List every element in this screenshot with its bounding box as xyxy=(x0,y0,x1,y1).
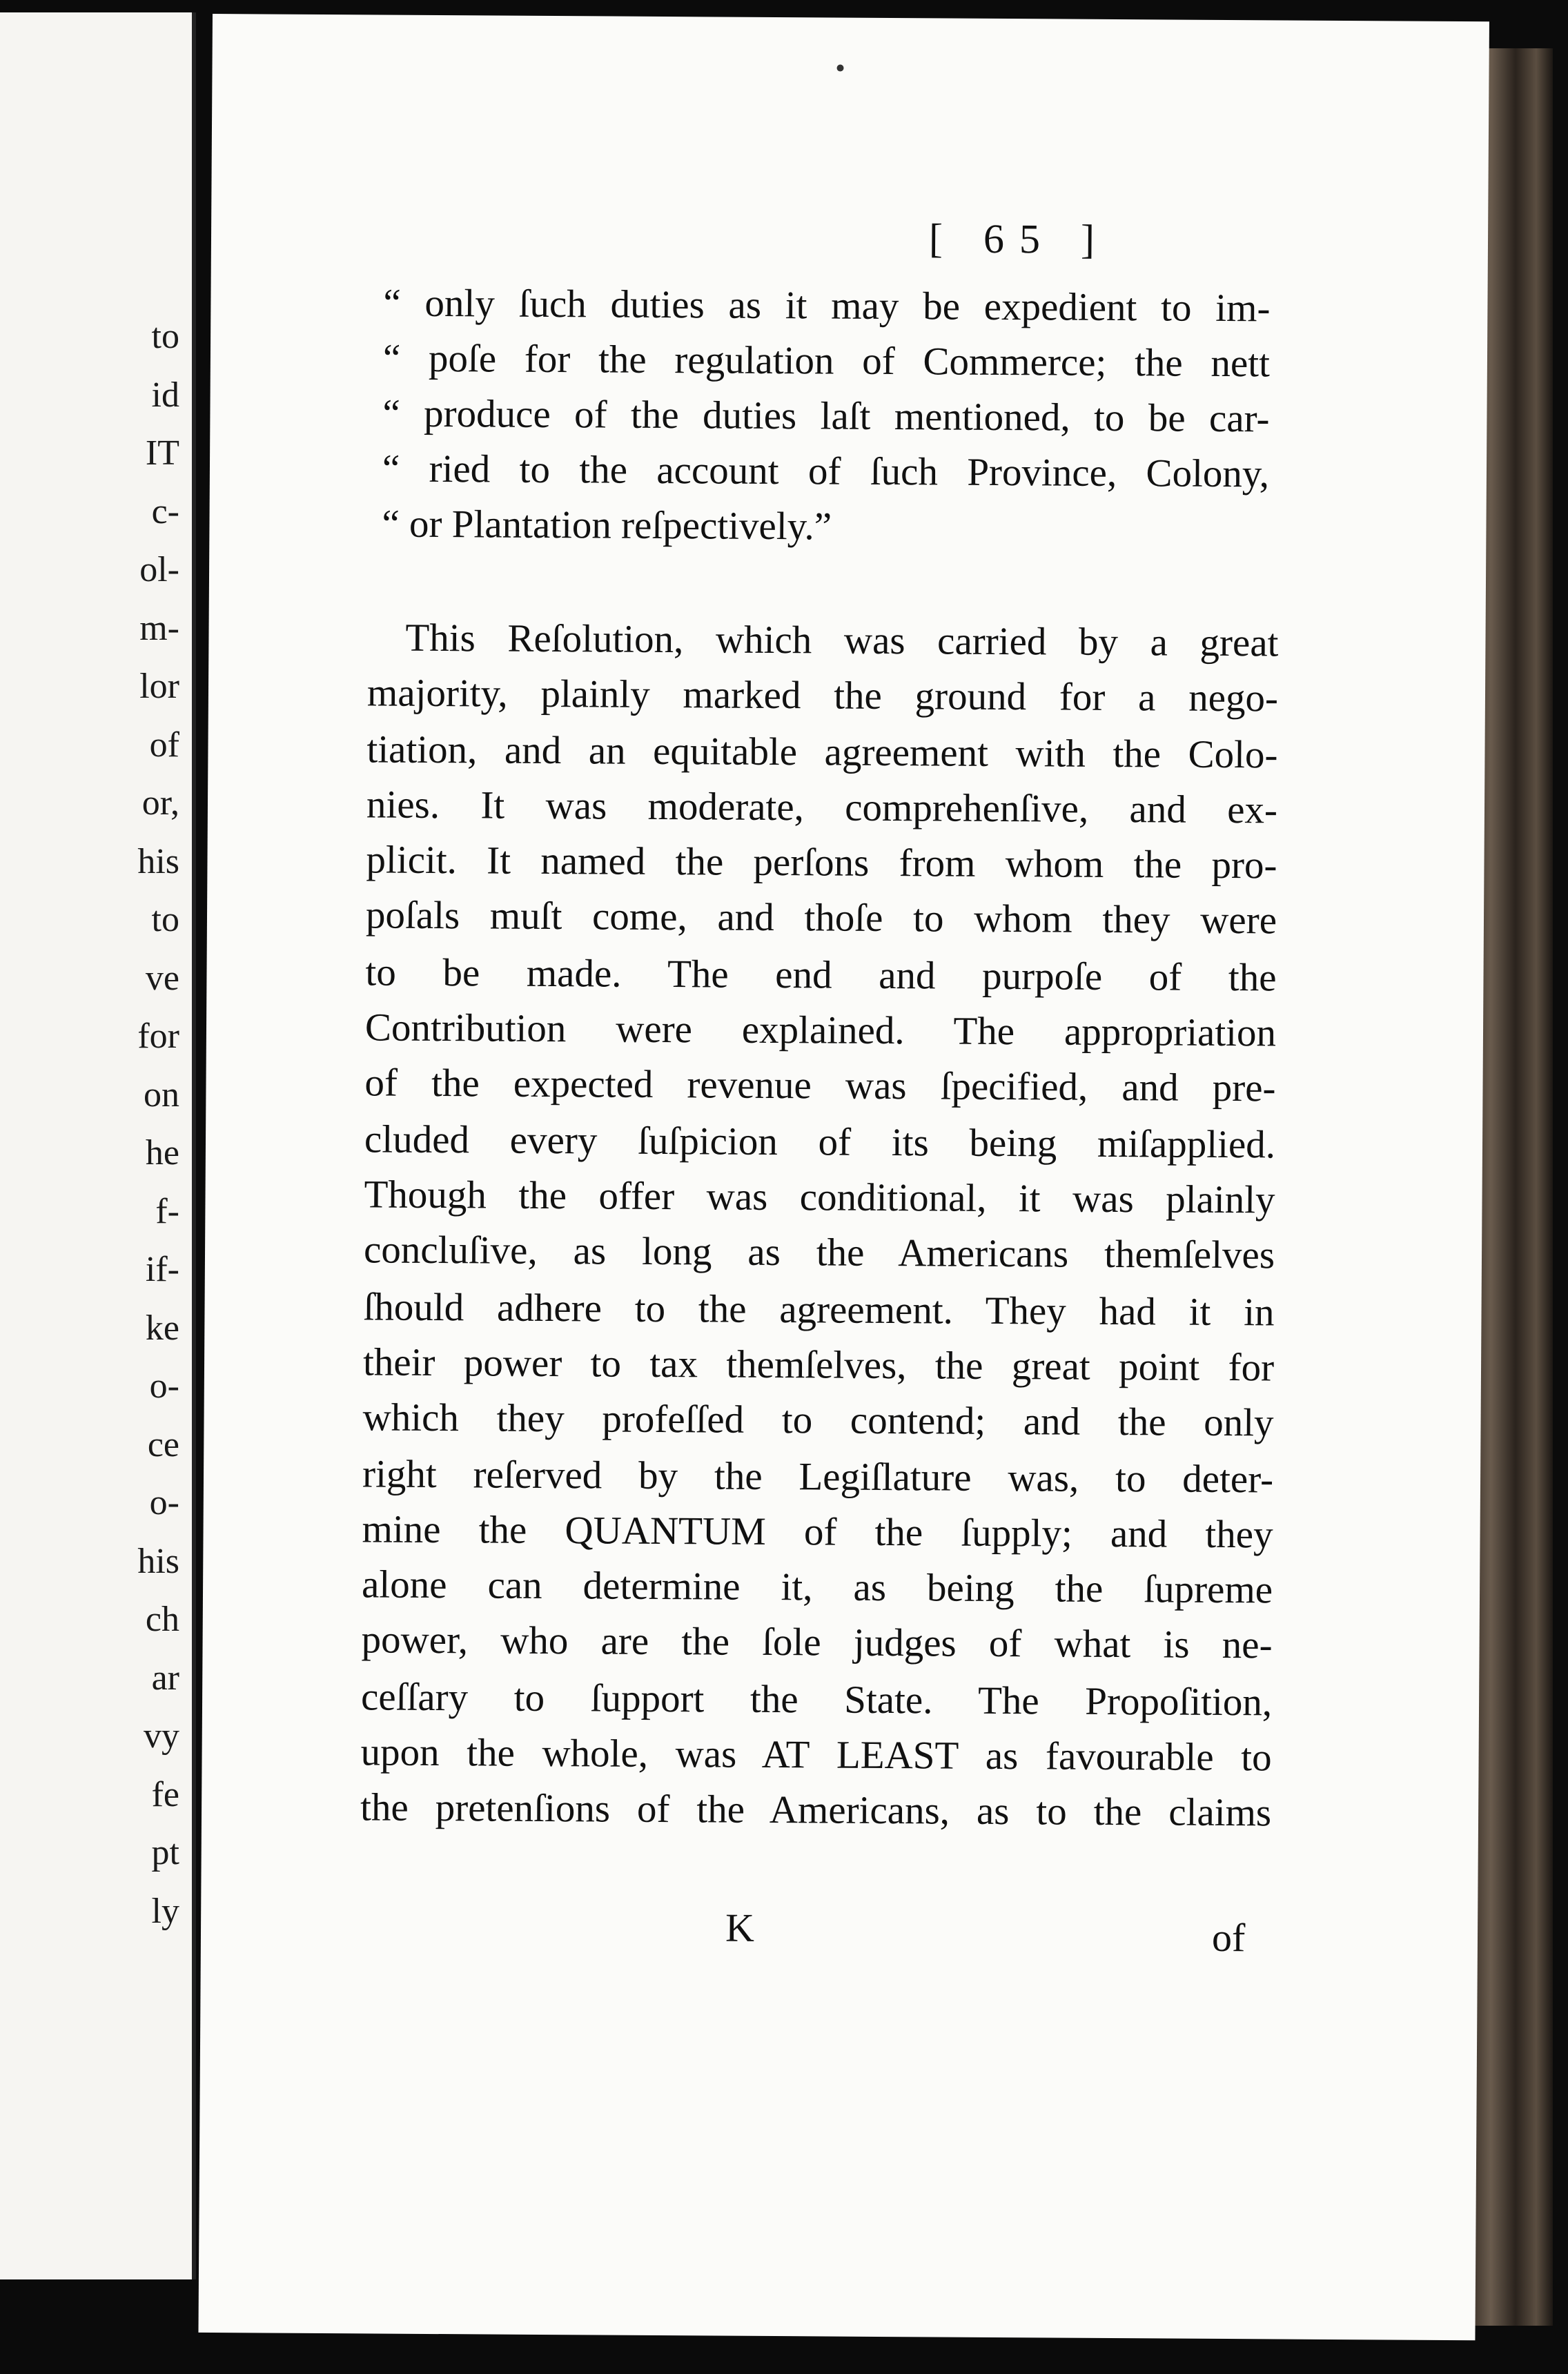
text-line: ceſſary to ſupport the State. The Propoſition, xyxy=(360,1675,1273,1725)
text-line: mine the QUANTUM of the ſupply; and they xyxy=(362,1507,1273,1557)
text-line: nies. It was moderate, comprehenſive, and ex- xyxy=(366,783,1278,832)
text-line: upon the whole, was AT LEAST as favourable to xyxy=(360,1730,1272,1780)
left-page-fragment: for xyxy=(137,1017,179,1056)
page-number: [ 65 ] xyxy=(928,215,1110,262)
text-line: “ only ſuch duties as it may be expedient to im- xyxy=(383,281,1271,331)
left-page-fragment: ce xyxy=(147,1424,179,1464)
left-page-fragment: ch xyxy=(145,1600,179,1639)
left-page-fragment: fe xyxy=(151,1774,179,1814)
left-page-fragment: c- xyxy=(151,491,179,531)
left-page-fragment: m- xyxy=(139,608,179,648)
text-line: ſhould adhere to the agreement. They had it in xyxy=(363,1285,1275,1335)
catchword: of xyxy=(1211,1914,1246,1961)
text-line: their power to tax themſelves, the great point for xyxy=(362,1340,1275,1390)
left-page-fragment: o- xyxy=(149,1366,179,1406)
text-line: of the expected revenue was ſpecified, and pre- xyxy=(364,1061,1276,1110)
text-line: “ ried to the account of ſuch Province, Colony, xyxy=(382,447,1270,496)
left-page xyxy=(0,12,196,2279)
text-line: concluſive, as long as the Americans themſelves xyxy=(363,1228,1275,1277)
text-line: “ poſe for the regulation of Commerce; the nett xyxy=(382,336,1271,386)
left-page-fragment: to xyxy=(151,900,179,939)
text-line: Though the offer was conditional, it was plainly xyxy=(364,1173,1275,1222)
text-line: power, who are the ſole judges of what is ne- xyxy=(361,1618,1273,1667)
left-page-fragment: lor xyxy=(139,667,179,706)
left-page-fragment: f- xyxy=(155,1191,179,1231)
left-page-fragment: if- xyxy=(145,1250,179,1289)
left-page-fragment: id xyxy=(151,375,179,415)
text-line: poſals muſt come, and thoſe to whom they were xyxy=(365,893,1277,943)
left-page-fragment: vy xyxy=(144,1716,179,1756)
left-page-fragment: his xyxy=(137,1541,179,1581)
left-page-fragment: he xyxy=(145,1133,179,1173)
text-line: cluded every ſuſpicion of its being miſapplied. xyxy=(364,1117,1276,1167)
text-line: to be made. The end and purpoſe of the xyxy=(365,950,1277,1000)
text-line: majority, plainly marked the ground for a nego- xyxy=(366,671,1279,720)
text-line: “ or Plantation reſpectively.” xyxy=(382,502,832,549)
left-page-fragment: of xyxy=(149,725,179,765)
left-page-fragment: to xyxy=(151,317,179,356)
text-line: plicit. It named the perſons from whom the pro- xyxy=(366,838,1277,887)
text-line: which they profeſſed to contend; and the only xyxy=(362,1395,1274,1445)
text-line: “ produce of the duties laſt mentioned, to be car- xyxy=(382,391,1270,441)
left-page-fragment: or, xyxy=(141,783,179,823)
speck xyxy=(837,65,844,72)
left-page-fragment: o- xyxy=(149,1483,179,1522)
text-line: alone can determine it, as being the ſupreme xyxy=(361,1562,1273,1612)
text-line: the pretenſions of the Americans, as to the claims xyxy=(360,1785,1272,1835)
signature-mark: K xyxy=(725,1905,755,1950)
left-page-fragment: on xyxy=(144,1075,179,1115)
text-line: This Reſolution, which was carried by a great xyxy=(405,616,1279,665)
left-page-fragment: ke xyxy=(145,1308,179,1348)
left-page-fragment: ve xyxy=(145,958,179,998)
left-page-fragment: IT xyxy=(145,433,179,473)
text-line: tiation, and an equitable agreement with the Colo- xyxy=(366,727,1278,777)
left-page-fragment: pt xyxy=(151,1833,179,1872)
text-line: Contribution were explained. The appropriation xyxy=(364,1005,1277,1055)
left-page-fragment: ly xyxy=(151,1891,179,1931)
left-page-fragment: his xyxy=(137,841,179,881)
left-page-fragment: ol- xyxy=(139,550,179,589)
left-page-fragment: ar xyxy=(151,1658,179,1698)
main-page xyxy=(198,14,1489,2340)
text-line: right reſerved by the Legiſlature was, to deter- xyxy=(362,1452,1274,1502)
